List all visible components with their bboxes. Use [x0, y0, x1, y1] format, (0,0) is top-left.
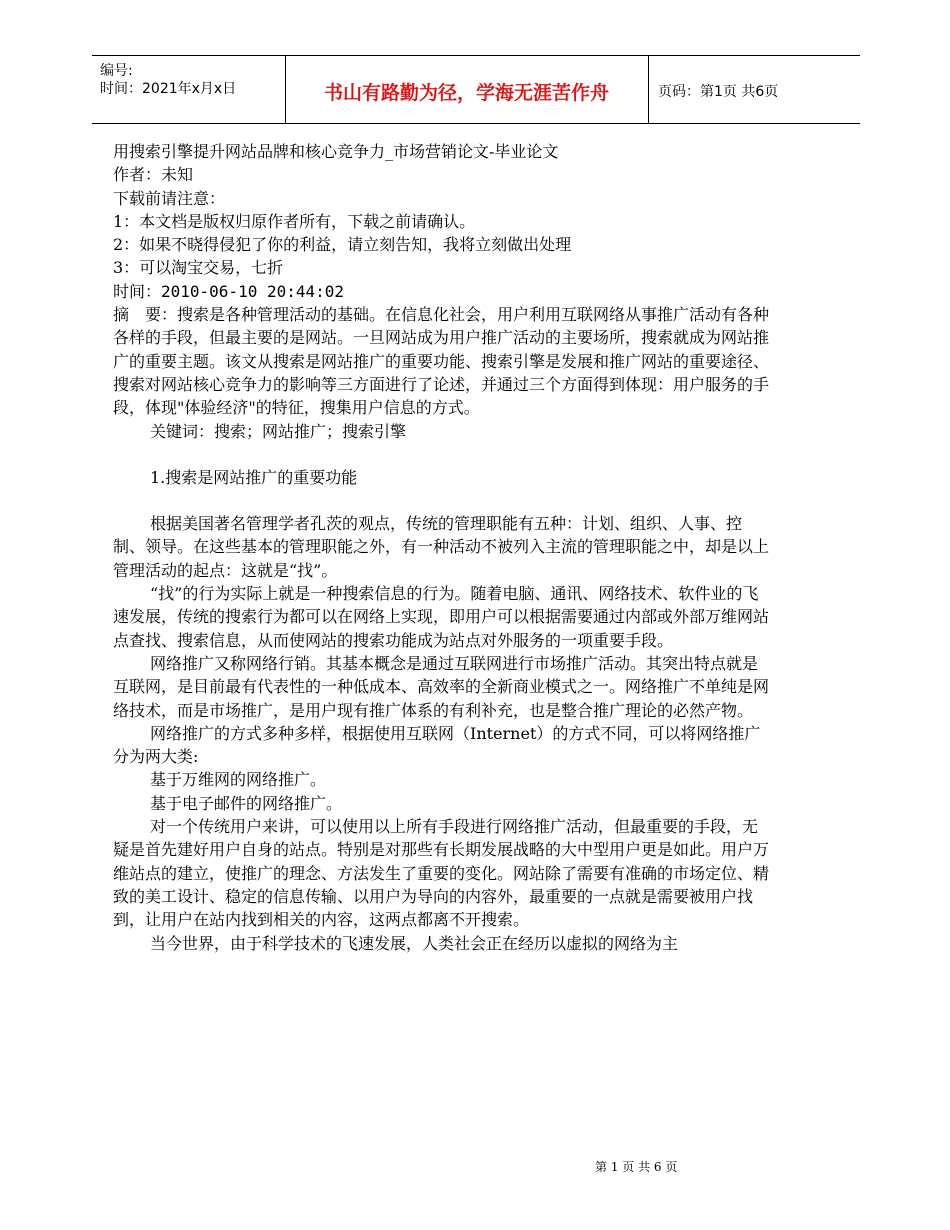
abstract: 摘 要：搜索是各种管理活动的基础。在信息化社会，用户利用互联网络从事推广活动有各种各样的手段，但最主要的是网站。一旦网站成为用户推广活动的主要场所，搜索就成为网站推广的重要主题。该文从搜索是网站推广的重要功能、搜索引擎是发展和推广网站的重要途径、搜索对网站核心竞争力的影响等三方面进行了论述，并通过三个方面得到体现：用户服务的手段，体现"体验经济"的特征，搜集用户信息的方式。	[113, 305, 770, 418]
paragraph: 基于万维网的网络推广。	[150, 770, 327, 790]
paragraph: 网络推广又称网络行销。其基本概念是通过互联网进行市场推广活动。其突出特点就是互联网，是目前最有代表性的一种低成本、高效率的全新商业模式之一。网络推广不单纯是网络技术，而是市场推广，是用户现有推广体系的有利补充，也是整合推广理论的必然产物。	[113, 653, 770, 720]
page-header	[92, 55, 860, 124]
paragraph: 网络推广的方式多种多样，根据使用互联网（Internet）的方式不同，可以将网络推广分为两大类:	[113, 723, 761, 767]
paragraph: 对一个传统用户来讲，可以使用以上所有手段进行网络推广活动，但最重要的手段，无疑是首先建好用户自身的站点。特别是对那些有长期发展战略的大中型用户更是如此。用户万维站点的建立，使推广的理念、方法发生了重要的变化。网站除了需要有准确的市场定位、精致的美工设计、稳定的信息传输、以用户为导向的内容外，最重要的一点就是需要被用户找到，让用户在站内找到相关的内容，这两点都离不开搜索。	[113, 817, 770, 930]
notice-title: 下载前请注意：	[113, 188, 226, 208]
paragraph: 基于电子邮件的网络推广。	[150, 793, 343, 813]
keywords: 关键词：搜索；网站推广；搜索引擎	[150, 421, 407, 441]
code-label: 编号:	[100, 63, 133, 79]
notice-item: 2：如果不晓得侵犯了你的利益，请立刻告知，我将立刻做出处理	[113, 235, 572, 255]
notice-item: 1：本文档是版权归原作者所有，下载之前请确认。	[113, 211, 476, 231]
notice-item: 3：可以淘宝交易，七折	[113, 258, 284, 278]
doc-author: 作者：未知	[113, 165, 194, 185]
paragraph: “找”的行为实际上就是一种搜索信息的行为。随着电脑、通讯、网络技术、软件业的飞速发展，传统的搜索行为都可以在网络上实现，即用户可以根据需要通过内部或外部万维网站点查找、搜索信息，从而使网站的搜索功能成为站点对外服务的一项重要手段。	[113, 584, 770, 650]
footer-page-number: 第 1 页 共 6 页	[595, 1160, 678, 1174]
header-divider	[648, 56, 649, 123]
paragraph: 根据美国著名管理学者孔茨的观点，传统的管理职能有五种：计划、组织、人事、控制、领导。在这些基本的管理职能之外，有一种活动不被列入主流的管理职能之中，却是以上管理活动的起点：这就是“找”。	[113, 514, 770, 580]
document-body	[113, 140, 773, 955]
header-meta	[100, 62, 236, 98]
header-page-info: 页码：第1页 共6页	[658, 84, 779, 100]
doc-title: 用搜索引擎提升网站品牌和核心竞争力_市场营销论文-毕业论文	[113, 142, 559, 161]
header-motto: 书山有路勤为径，学海无涯苦作舟	[323, 82, 609, 104]
section-heading: 1.搜索是网站推广的重要功能	[150, 467, 358, 487]
time-label: 时间：2021年x月x日	[100, 81, 237, 97]
paragraph: 当今世界，由于科学技术的飞速发展，人类社会正在经历以虚拟的网络为主	[150, 933, 679, 953]
doc-time: 时间：2010-06-10 20:44:02	[113, 281, 345, 301]
